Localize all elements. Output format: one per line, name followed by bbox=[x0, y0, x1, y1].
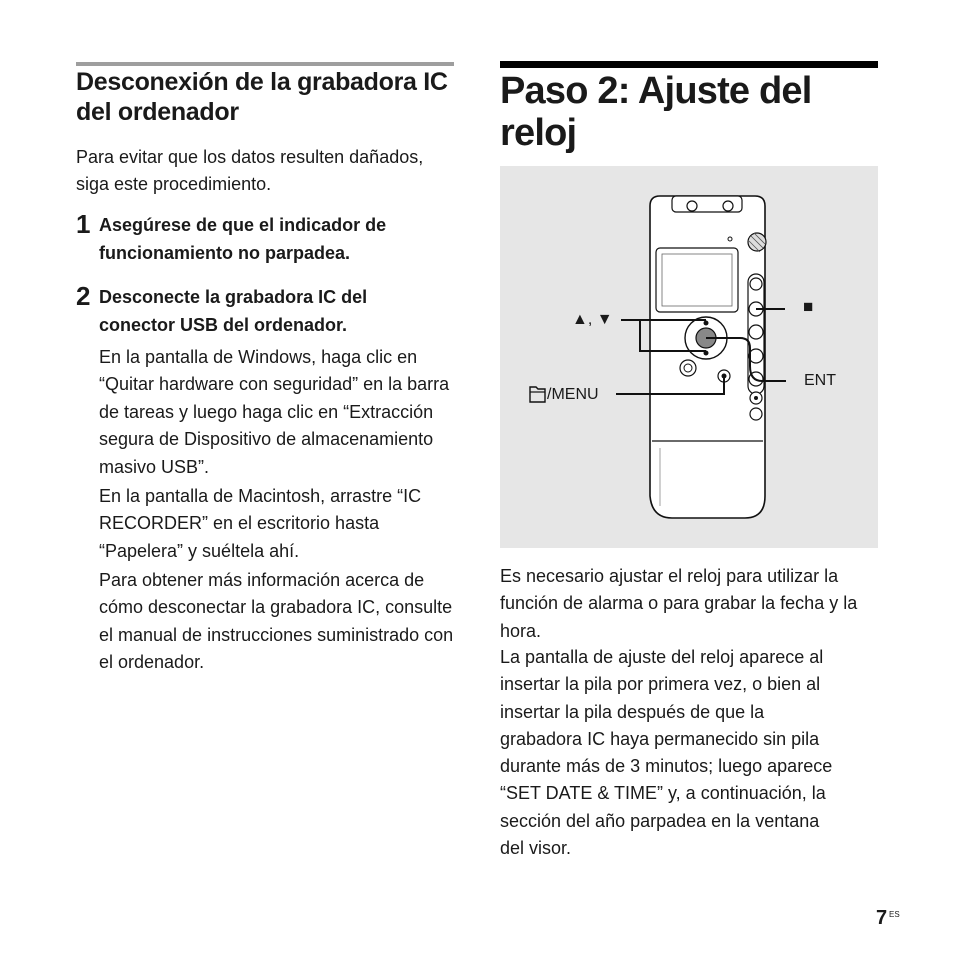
mac-paragraph: En la pantalla de Macintosh, arrastre “IC RECORDER” en el escritorio hasta “Papelera” y suéltela ahí. bbox=[99, 486, 422, 561]
clock-paragraph: La pantalla de ajuste del reloj aparece al insertar la pila por primera vez, o bien al insertar la pila después de que la grabadora IC haya permanecido sin pila durante más de 3 minutos; luego aparece “SET DATE & TIME” y, a continuación, la sección del año parpadea en la ventana del visor. bbox=[500, 647, 833, 859]
intro-paragraph-right: Es necesario ajustar el reloj para utilizar la función de alarma o para grabar la fecha y la hora. bbox=[500, 566, 858, 641]
step-text-1: Asegúrese de que el indicador de funcionamiento no parpadea. bbox=[99, 215, 387, 263]
windows-paragraph: En la pantalla de Windows, haga clic en “Quitar hardware con seguridad” en la barra de tareas y luego haga clic en “Extracción segura de Dispositivo de almacenamiento masivo USB”. bbox=[99, 347, 450, 477]
page-number: 7 bbox=[876, 907, 888, 929]
section-rule-heavy bbox=[500, 61, 878, 68]
updown-label: ▲, ▼ bbox=[572, 311, 613, 328]
ent-label: ENT bbox=[804, 372, 836, 389]
page-heading: Paso 2: Ajuste del reloj bbox=[500, 70, 812, 154]
folder-icon bbox=[530, 387, 545, 402]
step-text-2: Desconecte la grabadora IC del conector USB del ordenador. bbox=[99, 287, 368, 335]
section-rule bbox=[76, 62, 454, 66]
step-number-1: 1 bbox=[76, 209, 91, 239]
language-code: ES bbox=[889, 910, 900, 919]
intro-text: Para evitar que los datos resulten dañados, siga este procedimiento. bbox=[76, 147, 424, 194]
menu-label: /MENU bbox=[547, 386, 599, 403]
recorder-drawing bbox=[500, 166, 878, 548]
section-title: Desconexión de la grabadora IC del ordenador bbox=[76, 68, 448, 126]
step-number-2: 2 bbox=[76, 281, 91, 311]
stop-icon-label: ■ bbox=[803, 297, 814, 316]
recorder-illustration bbox=[500, 166, 878, 548]
more-info-paragraph: Para obtener más información acerca de cómo desconectar la grabadora IC, consulte el manual de instrucciones suministrado con el ordenador. bbox=[99, 570, 454, 673]
